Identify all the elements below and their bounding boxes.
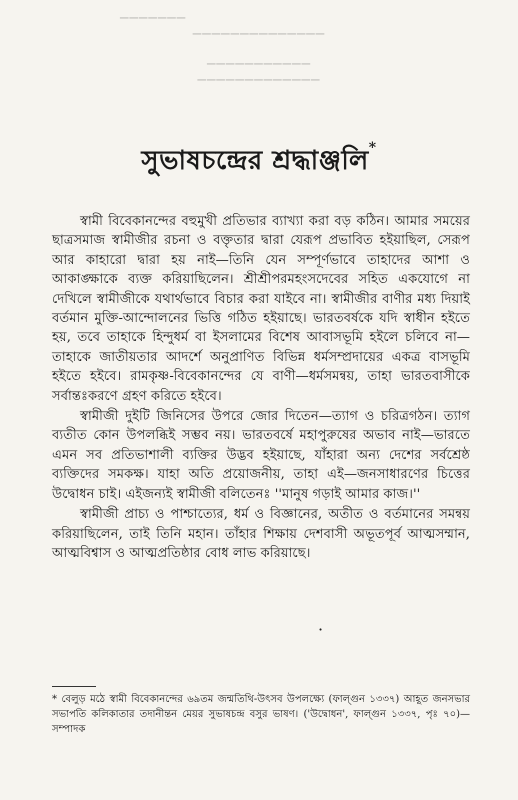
- bleed-through-marks: ▁▁▁▁▁▁▁▁▁▁▁▁▁: [197, 68, 321, 81]
- bleed-through-marks: ▁▁▁▁▁▁▁: [120, 6, 187, 19]
- footnote-marker: *: [368, 140, 377, 156]
- paragraph: স্বামীজী প্রাচ্য ও পাশ্চাত্যের, ধর্ম ও বিজ্ঞানের, অতীত ও বর্তমানের সমন্বয় করিয়াছিলেন, তাই তিনি মহান। তাঁহার শিক্ষায় দেশবাসী অভূতপূর্ব আত্মসম্মান, আত্মবিশ্বাস ও আত্মপ্রতিষ্ঠার বোধ লাভ করিয়াছে।: [52, 507, 470, 561]
- bleed-through-marks: ▁▁▁▁▁▁▁▁▁▁▁▁▁▁: [192, 22, 326, 35]
- bleed-through-marks: ▁▁▁▁▁▁▁▁▁▁▁: [206, 52, 312, 65]
- paragraph: স্বামী বিবেকানন্দের বহুমুখী প্রতিভার ব্যাখ্যা করা বড় কঠিন। আমার সময়ের ছাত্রসমাজ স্বামীজীর রচনা ও বক্তৃতার দ্বারা যেরূপ প্রভাবিত হইয়াছিল, সেরূপ আর কাহারো দ্বারা হয় নাই—তিনি যেন সম্পূর্ণভাবে তাহাদের আশা ও আকাঙ্ক্ষাকে ব্যক্ত করিয়াছিলেন। শ্রীশ্রীপরমহংসদেবের সহিত একযোগে না দেখিলে স্বামীজীকে যথার্থভাবে বিচার করা যাইবে না। স্বামীজীর বাণীর মধ্য দিয়াই বর্তমান মুক্তি-আন্দোলনের ভিত্তি গঠিত হইয়াছে। ভারতবর্ষকে যদি স্বাধীন হইতে হয়, তবে তাহাকে হিন্দুধর্ম বা ইসলামের বিশেষ আবাসভূমি হইলে চলিবে না—তাহাকে জাতীয়তার আদর্শে অনুপ্রাণিত বিভিন্ন ধর্মসম্প্রদায়ের একত্র বাসভূমি হইতে হইবে। রামকৃষ্ণ-বিবেকানন্দের যে বাণী—ধর্মসমন্বয়, তাহা ভারতবাসীকে সর্বান্তঃকরণে গ্রহণ করিতে হইবে।: [52, 214, 470, 404]
- article-body: [52, 212, 470, 564]
- page-title: [0, 140, 518, 184]
- paragraph: স্বামীজী দুইটি জিনিসের উপরে জোর দিতেন—ত্যাগ ও চরিত্রগঠন। ত্যাগ ব্যতীত কোন উপলব্ধিই সম্ভব নয়। ভারতবর্ষে মহাপুরুষের অভাব নাই—ভারতে এমন সব প্রতিভাশালী ব্যক্তির উদ্ভব হইয়াছে, যাঁহারা অন্য দেশের সর্বশ্রেষ্ঠ ব্যক্তিদের সমকক্ষ। যাহা অতি প্রয়োজনীয়, তাহা এই—জনসাধারণের চিত্তের উদ্বোধন চাই। এইজন্যই স্বামীজী বলিতেনঃ ''মানুষ গড়াই আমার কাজ।'': [52, 409, 470, 502]
- title-text: সুভাষচন্দ্রের শ্রদ্ধাঞ্জলি: [141, 146, 369, 176]
- stray-dot-mark: ·: [318, 620, 324, 639]
- footnote: * বেলুড় মঠে স্বামী বিবেকানন্দের ৬৯তম জন্মতিথি-উৎসব উপলক্ষ্যে (ফাল্গুন ১৩৩৭) আহূত জনসভার সভাপতি কলিকাতার তদানীন্তন মেয়র সুভাষচন্দ্র বসুর ভাষণ। ('উদ্বোধন', ফাল্গুন ১৩৩৭, পৃঃ ৭০)—সম্পাদক: [52, 694, 470, 735]
- footnote-rule: [52, 686, 96, 687]
